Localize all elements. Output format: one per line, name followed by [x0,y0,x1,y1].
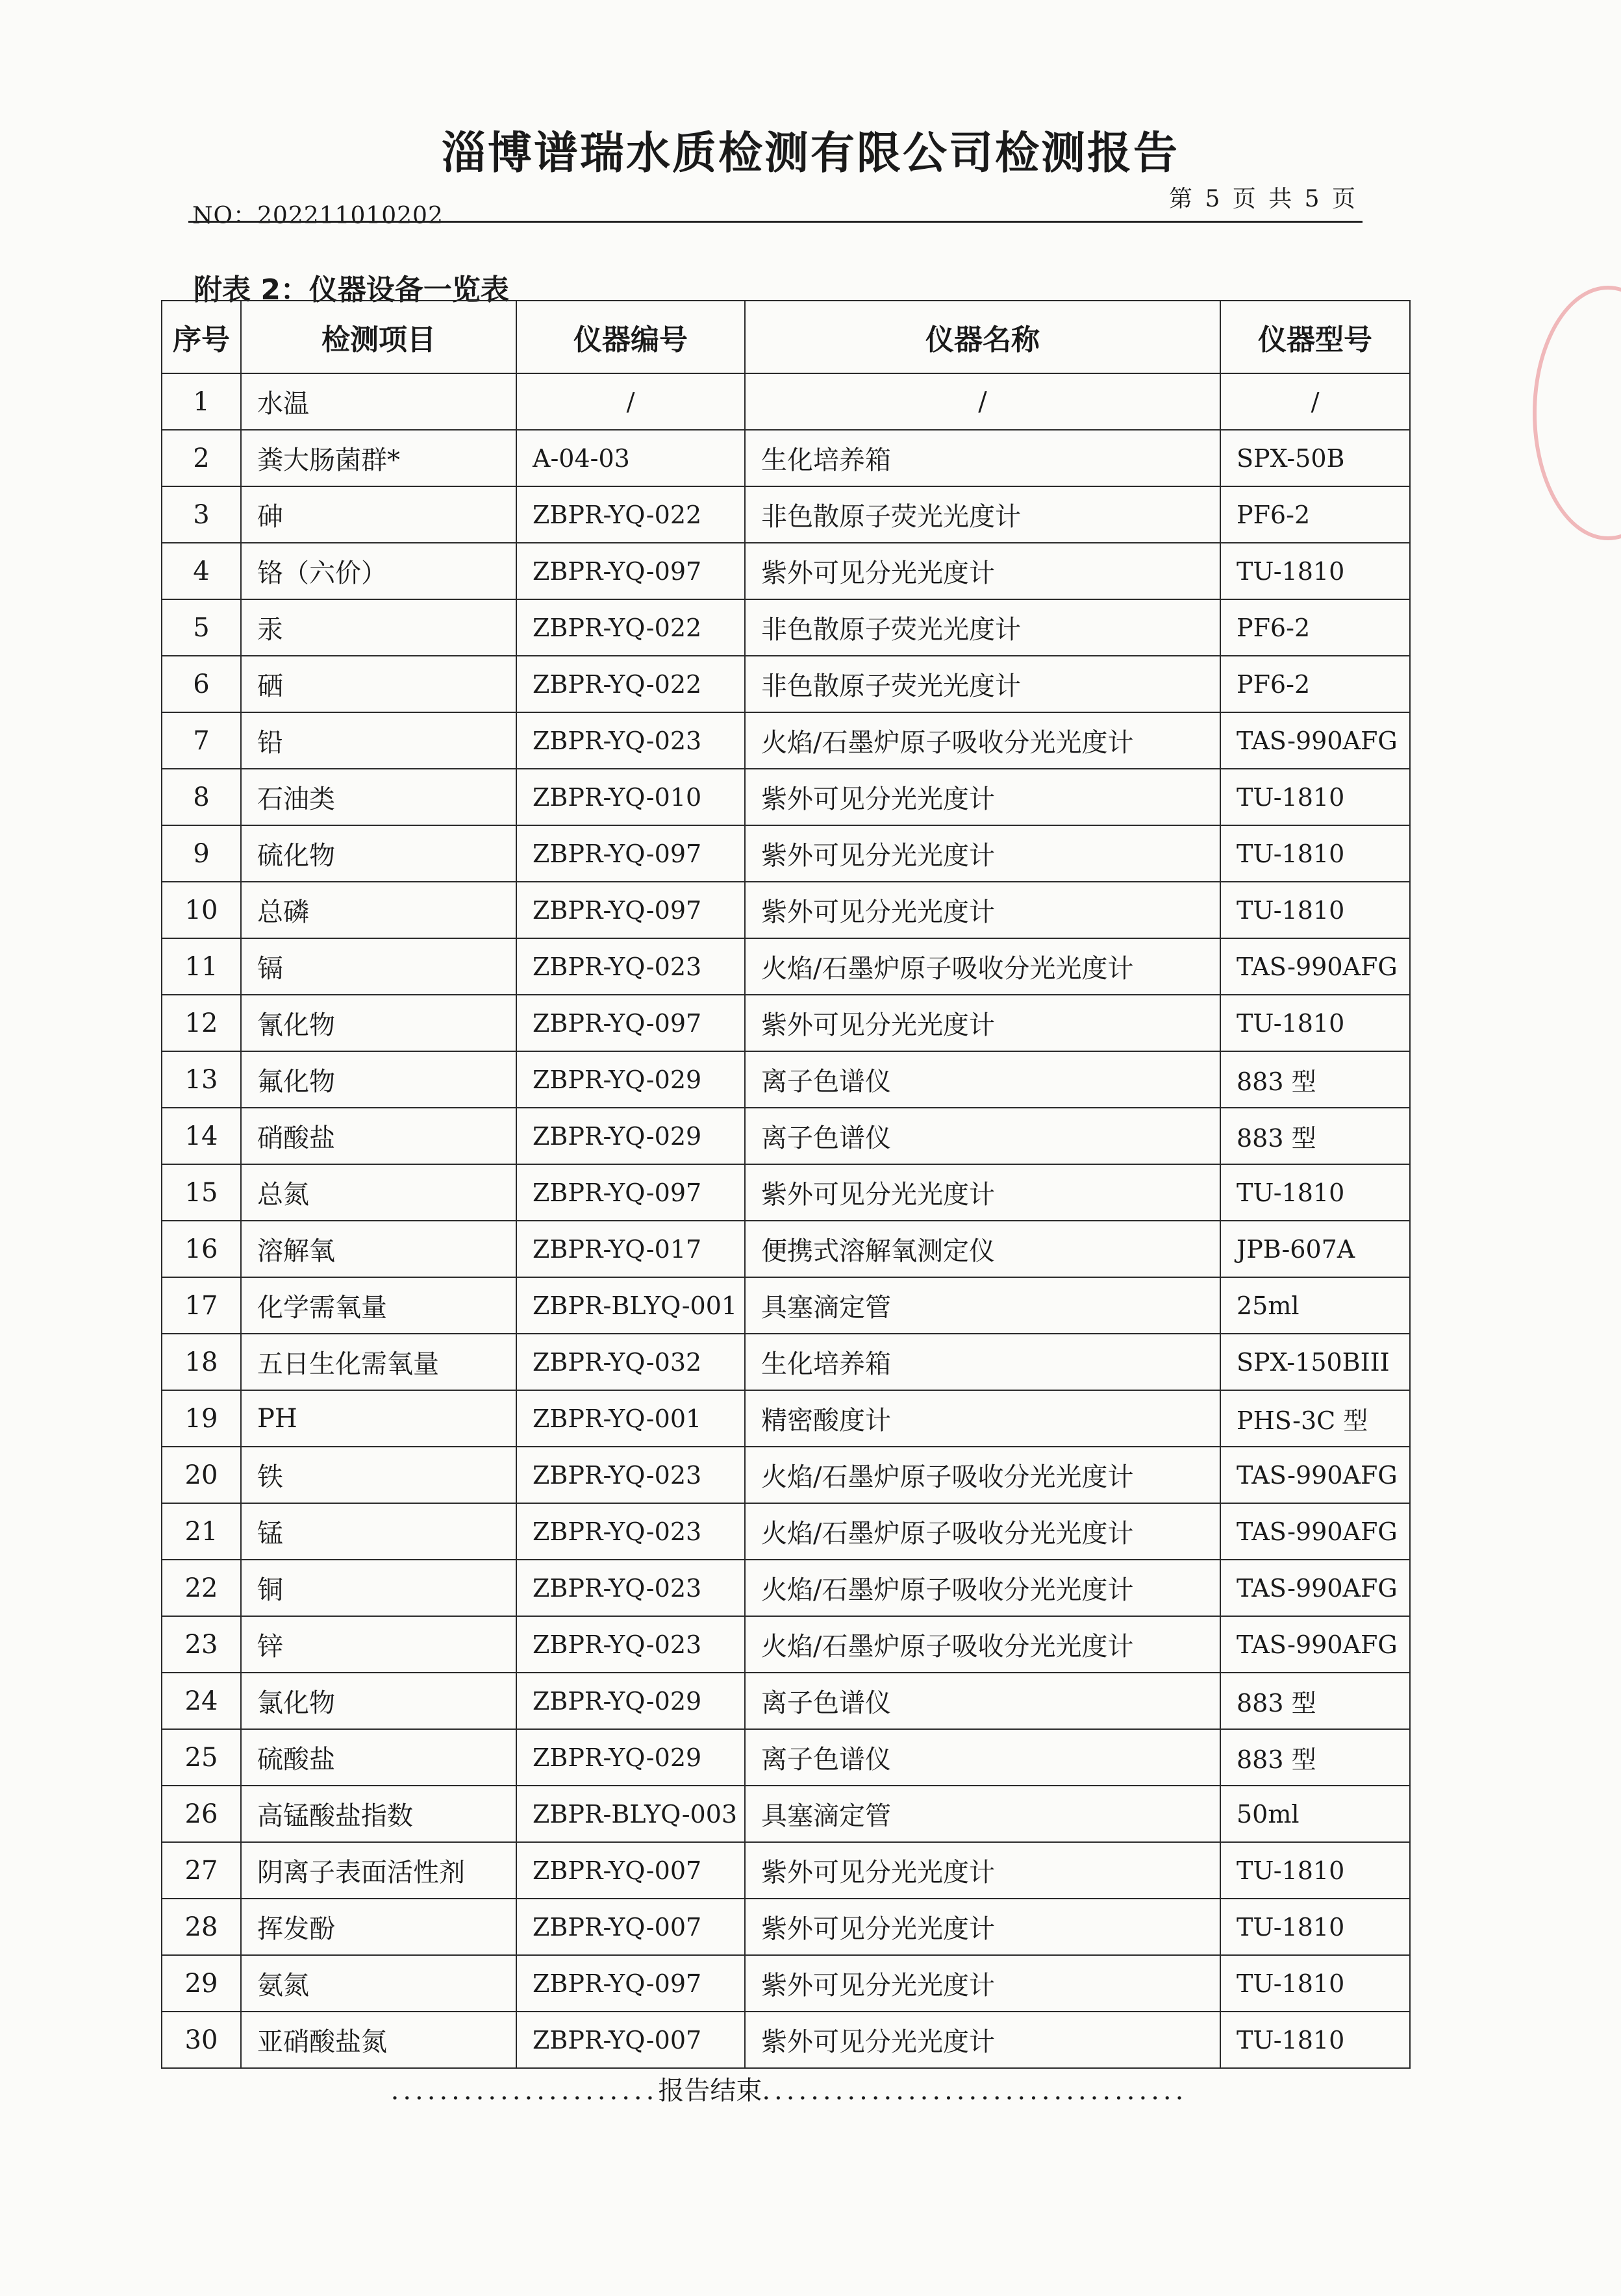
table-row [162,1390,1410,1447]
instrument-name: 紫外可见分光光度计 [745,825,1220,882]
test-item: 硫化物 [241,825,516,882]
instrument-model: 883 型 [1220,1051,1410,1108]
row-number: 4 [162,543,241,599]
row-number: 14 [162,1108,241,1164]
table-row [162,1221,1410,1277]
instrument-name: 非色散原子荧光光度计 [745,656,1220,712]
test-item: 化学需氧量 [241,1277,516,1334]
instrument-model: TU-1810 [1220,995,1410,1051]
test-item: 高锰酸盐指数 [241,1786,516,1842]
instrument-code: ZBPR-YQ-007 [516,2012,745,2068]
instrument-code: ZBPR-YQ-022 [516,599,745,656]
table-row [162,1164,1410,1221]
instrument-name: 便携式溶解氧测定仪 [745,1221,1220,1277]
table-row [162,1108,1410,1164]
instrument-name: 紫外可见分光光度计 [745,995,1220,1051]
instrument-code: ZBPR-YQ-017 [516,1221,745,1277]
instrument-model: TU-1810 [1220,1164,1410,1221]
row-number: 29 [162,1955,241,2012]
table-row [162,1955,1410,2012]
row-number: 18 [162,1334,241,1390]
column-header-no: 序号 [162,301,241,373]
instrument-code: ZBPR-YQ-029 [516,1108,745,1164]
table-row [162,1051,1410,1108]
instrument-model: SPX-150BIII [1220,1334,1410,1390]
row-number: 13 [162,1051,241,1108]
instrument-model: TU-1810 [1220,769,1410,825]
instrument-model: TAS-990AFG [1220,938,1410,995]
test-item: 汞 [241,599,516,656]
row-number: 3 [162,486,241,543]
instrument-model: PF6-2 [1220,486,1410,543]
test-item: 总磷 [241,882,516,938]
table-row [162,1503,1410,1560]
table-row [162,373,1410,430]
instrument-code: ZBPR-YQ-007 [516,1899,745,1955]
instrument-name: 火焰/石墨炉原子吸收分光光度计 [745,712,1220,769]
test-item: 铜 [241,1560,516,1616]
instrument-model: TAS-990AFG [1220,1447,1410,1503]
instrument-model: TAS-990AFG [1220,1616,1410,1673]
instrument-code: ZBPR-YQ-029 [516,1673,745,1729]
row-number: 22 [162,1560,241,1616]
instrument-model: 883 型 [1220,1108,1410,1164]
test-item: 阴离子表面活性剂 [241,1842,516,1899]
test-item: 氯化物 [241,1673,516,1729]
instrument-code: ZBPR-YQ-023 [516,1560,745,1616]
end-dots-left: ...................... [390,2076,659,2106]
row-number: 2 [162,430,241,486]
instrument-name: 生化培养箱 [745,1334,1220,1390]
row-number: 25 [162,1729,241,1786]
table-row [162,938,1410,995]
instrument-name: 紫外可见分光光度计 [745,1164,1220,1221]
test-item: 亚硝酸盐氮 [241,2012,516,2068]
instrument-code: ZBPR-YQ-029 [516,1729,745,1786]
row-number: 12 [162,995,241,1051]
table-row [162,1842,1410,1899]
instrument-code: ZBPR-YQ-097 [516,995,745,1051]
table-row [162,599,1410,656]
instrument-name: 具塞滴定管 [745,1277,1220,1334]
table-body [162,373,1410,2068]
table-row [162,1673,1410,1729]
test-item: 硒 [241,656,516,712]
end-dots-right: ................................... [762,2076,1188,2106]
instrument-model: PF6-2 [1220,599,1410,656]
table-row [162,1277,1410,1334]
row-number: 5 [162,599,241,656]
page-indicator: 第 5 页 共 5 页 [1169,186,1359,212]
test-item: 氰化物 [241,995,516,1051]
instrument-name: 离子色谱仪 [745,1673,1220,1729]
test-item: 硫酸盐 [241,1729,516,1786]
instrument-name: 火焰/石墨炉原子吸收分光光度计 [745,938,1220,995]
test-item: 溶解氧 [241,1221,516,1277]
instrument-code: ZBPR-YQ-097 [516,1955,745,2012]
row-number: 26 [162,1786,241,1842]
instrument-model: 25ml [1220,1277,1410,1334]
instrument-model: 883 型 [1220,1729,1410,1786]
instrument-name: 紫外可见分光光度计 [745,1842,1220,1899]
instrument-model: PF6-2 [1220,656,1410,712]
column-header-item: 检测项目 [241,301,516,373]
table-row [162,1899,1410,1955]
instrument-code: ZBPR-YQ-032 [516,1334,745,1390]
row-number: 27 [162,1842,241,1899]
table-row [162,1334,1410,1390]
test-item: 石油类 [241,769,516,825]
instrument-model: TU-1810 [1220,1899,1410,1955]
table-row [162,712,1410,769]
test-item: 铬（六价） [241,543,516,599]
instrument-name: 非色散原子荧光光度计 [745,486,1220,543]
table-row [162,656,1410,712]
instrument-model: 50ml [1220,1786,1410,1842]
instrument-name: 精密酸度计 [745,1390,1220,1447]
instrument-name: 具塞滴定管 [745,1786,1220,1842]
test-item: PH [241,1390,516,1447]
test-item: 五日生化需氧量 [241,1334,516,1390]
instrument-name: 火焰/石墨炉原子吸收分光光度计 [745,1503,1220,1560]
report-number: NO：202211010202 [192,203,444,229]
instrument-code: ZBPR-YQ-097 [516,882,745,938]
instrument-name: 离子色谱仪 [745,1108,1220,1164]
instrument-code: ZBPR-YQ-097 [516,1164,745,1221]
table-row [162,1447,1410,1503]
row-number: 11 [162,938,241,995]
report-end-text: 报告结束 [658,2076,762,2106]
row-number: 19 [162,1390,241,1447]
test-item: 砷 [241,486,516,543]
seal-stamp-edge [1533,286,1621,540]
table-row [162,2012,1410,2068]
table-row [162,882,1410,938]
instrument-name: 紫外可见分光光度计 [745,2012,1220,2068]
row-number: 15 [162,1164,241,1221]
table-row [162,1616,1410,1673]
instrument-code: ZBPR-YQ-023 [516,712,745,769]
row-number: 28 [162,1899,241,1955]
instrument-name: 紫外可见分光光度计 [745,1899,1220,1955]
instrument-name: 紫外可见分光光度计 [745,1955,1220,2012]
instrument-name: 火焰/石墨炉原子吸收分光光度计 [745,1560,1220,1616]
row-number: 17 [162,1277,241,1334]
instrument-code: ZBPR-YQ-010 [516,769,745,825]
test-item: 总氮 [241,1164,516,1221]
instrument-model: PHS-3C 型 [1220,1390,1410,1447]
instrument-model: TU-1810 [1220,1842,1410,1899]
test-item: 铅 [241,712,516,769]
instrument-model: TU-1810 [1220,825,1410,882]
instrument-code: ZBPR-YQ-001 [516,1390,745,1447]
row-number: 1 [162,373,241,430]
instrument-name: 非色散原子荧光光度计 [745,599,1220,656]
row-number: 16 [162,1221,241,1277]
instrument-code: ZBPR-YQ-023 [516,1447,745,1503]
instrument-code: ZBPR-YQ-023 [516,1503,745,1560]
table-row [162,486,1410,543]
instrument-name: 紫外可见分光光度计 [745,882,1220,938]
instrument-name: 生化培养箱 [745,430,1220,486]
instrument-code: A-04-03 [516,430,745,486]
test-item: 铁 [241,1447,516,1503]
table-row [162,995,1410,1051]
row-number: 23 [162,1616,241,1673]
table-row [162,1729,1410,1786]
instrument-code: ZBPR-YQ-029 [516,1051,745,1108]
instrument-name: 火焰/石墨炉原子吸收分光光度计 [745,1447,1220,1503]
instrument-model: 883 型 [1220,1673,1410,1729]
instrument-model: JPB-607A [1220,1221,1410,1277]
instrument-model: TU-1810 [1220,882,1410,938]
instrument-model: SPX-50B [1220,430,1410,486]
instrument-code: ZBPR-YQ-023 [516,1616,745,1673]
table-row [162,825,1410,882]
row-number: 8 [162,769,241,825]
table-header-row [162,301,1410,373]
instrument-code: ZBPR-YQ-022 [516,656,745,712]
appendix-title: 附表 2：仪器设备一览表 [194,273,509,306]
row-number: 10 [162,882,241,938]
instrument-name: 紫外可见分光光度计 [745,769,1220,825]
row-number: 9 [162,825,241,882]
table-row [162,430,1410,486]
report-end-line [208,2070,1370,2107]
instrument-model: TAS-990AFG [1220,1503,1410,1560]
instrument-code: ZBPR-YQ-097 [516,825,745,882]
instrument-model: / [1220,373,1410,430]
instrument-name: / [745,373,1220,430]
instrument-name: 离子色谱仪 [745,1729,1220,1786]
instrument-model: TU-1810 [1220,2012,1410,2068]
row-number: 24 [162,1673,241,1729]
instrument-code: ZBPR-YQ-007 [516,1842,745,1899]
instrument-name: 紫外可见分光光度计 [745,543,1220,599]
report-title: 淄博谱瑞水质检测有限公司检测报告 [441,128,1179,179]
instrument-name: 离子色谱仪 [745,1051,1220,1108]
test-item: 粪大肠菌群* [241,430,516,486]
equipment-table [161,300,1411,2069]
table-row [162,1560,1410,1616]
row-number: 6 [162,656,241,712]
instrument-code: ZBPR-YQ-022 [516,486,745,543]
instrument-model: TU-1810 [1220,543,1410,599]
test-item: 镉 [241,938,516,995]
column-header-instrument-code: 仪器编号 [516,301,745,373]
instrument-model: TU-1810 [1220,1955,1410,2012]
instrument-code: ZBPR-YQ-097 [516,543,745,599]
instrument-model: TAS-990AFG [1220,712,1410,769]
column-header-instrument-model: 仪器型号 [1220,301,1410,373]
row-number: 7 [162,712,241,769]
instrument-code: ZBPR-BLYQ-003 [516,1786,745,1842]
table-row [162,1786,1410,1842]
header-divider [188,221,1363,223]
test-item: 氨氮 [241,1955,516,2012]
instrument-code: / [516,373,745,430]
row-number: 30 [162,2012,241,2068]
row-number: 20 [162,1447,241,1503]
test-item: 氟化物 [241,1051,516,1108]
instrument-code: ZBPR-YQ-023 [516,938,745,995]
test-item: 锰 [241,1503,516,1560]
test-item: 硝酸盐 [241,1108,516,1164]
column-header-instrument-name: 仪器名称 [745,301,1220,373]
instrument-model: TAS-990AFG [1220,1560,1410,1616]
test-item: 锌 [241,1616,516,1673]
test-item: 挥发酚 [241,1899,516,1955]
test-item: 水温 [241,373,516,430]
instrument-name: 火焰/石墨炉原子吸收分光光度计 [745,1616,1220,1673]
instrument-code: ZBPR-BLYQ-001 [516,1277,745,1334]
table-row [162,543,1410,599]
row-number: 21 [162,1503,241,1560]
table-row [162,769,1410,825]
